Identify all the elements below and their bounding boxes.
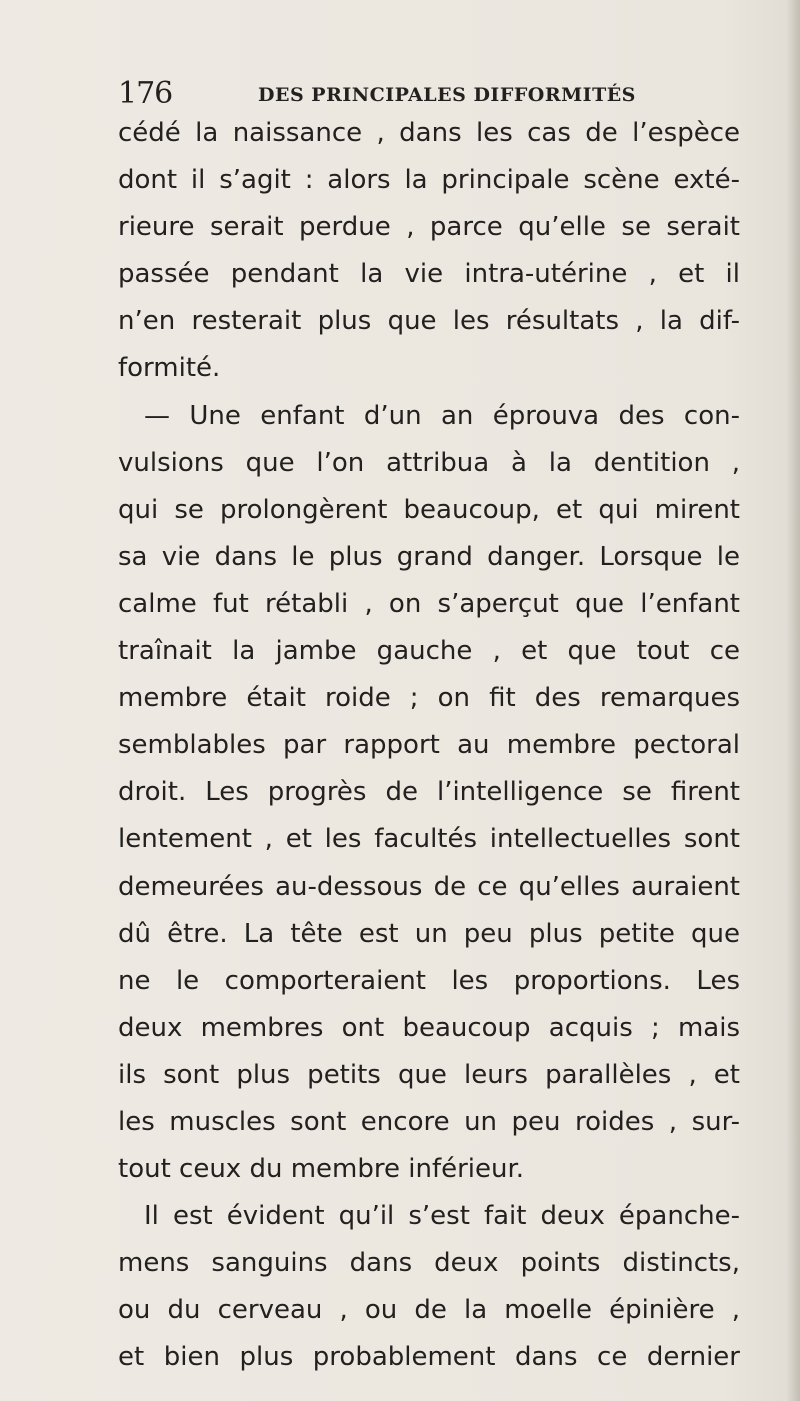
text-line: ne le comporteraient les proportions. Les: [118, 965, 740, 996]
text-line: droit. Les progrès de l’intelligence se firent: [118, 777, 740, 808]
text-line: traînait la jambe gauche , et que tout ce: [118, 636, 740, 667]
text-line: et bien plus probablement dans ce dernier: [118, 1342, 740, 1373]
text-line: membre était roide ; on fit des remarques: [118, 683, 740, 714]
text-line: dû être. La tête est un peu plus petite que: [118, 918, 740, 949]
text-line: vulsions que l’on attribua à la dentition ,: [118, 447, 740, 478]
text-line: passée pendant la vie intra-utérine , et il: [118, 259, 740, 290]
text-line: lentement , et les facultés intellectuelles sont: [118, 824, 740, 855]
text-line: dont il s’agit : alors la principale scène exté-: [118, 165, 740, 196]
text-line: sa vie dans le plus grand danger. Lorsque le: [118, 541, 740, 572]
text-line: formité.: [118, 353, 221, 384]
text-line: — Une enfant d’un an éprouva des con-: [144, 400, 740, 431]
text-line: rieure serait perdue , parce qu’elle se serait: [118, 212, 740, 243]
page-number: 176: [118, 76, 173, 111]
text-line: les muscles sont encore un peu roides , sur-: [118, 1106, 740, 1137]
text-line: deux membres ont beaucoup acquis ; mais: [118, 1012, 740, 1043]
text-line: ils sont plus petits que leurs parallèles , et: [118, 1059, 740, 1090]
text-line: mens sanguins dans deux points distincts,: [118, 1248, 740, 1279]
text-line: qui se prolongèrent beaucoup, et qui mirent: [118, 494, 740, 525]
text-line: tout ceux du membre inférieur.: [118, 1154, 525, 1185]
page-edge-shadow: [786, 0, 800, 1401]
body-text: [118, 110, 740, 1382]
text-line: demeurées au-dessous de ce qu’elles auraient: [118, 871, 740, 902]
text-line: calme fut rétabli , on s’aperçut que l’enfant: [118, 588, 740, 619]
text-line: ou du cerveau , ou de la moelle épinière ,: [118, 1295, 740, 1326]
text-line: Il est évident qu’il s’est fait deux épanche-: [144, 1201, 740, 1232]
text-line: semblables par rapport au membre pectoral: [118, 730, 740, 761]
running-head: DES PRINCIPALES DIFFORMITÉS: [258, 84, 636, 106]
text-line: n’en resterait plus que les résultats , la dif-: [118, 306, 740, 337]
text-line: cédé la naissance , dans les cas de l’espèce: [118, 118, 740, 148]
